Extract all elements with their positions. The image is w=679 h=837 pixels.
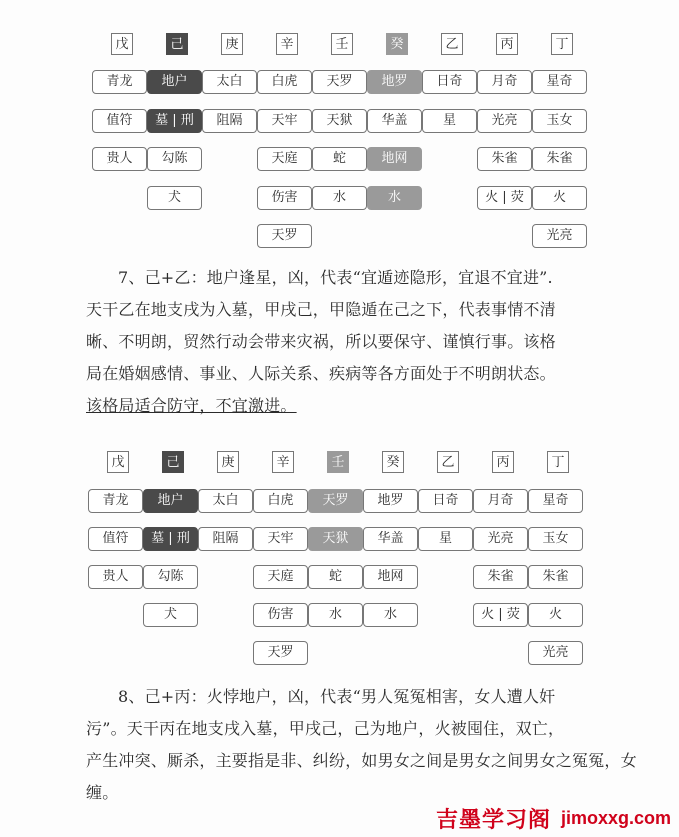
cell: 星 (418, 527, 473, 551)
paragraph-line: 缠。 (86, 783, 119, 802)
cell: 白虎 (253, 489, 308, 513)
paragraph-line: 7、己+乙：地户逢星，凶，代表“宜遁迹隐形，宜退不宜进”. (118, 268, 553, 287)
cell: 天狱 (308, 527, 363, 551)
stem-2: 己 (166, 33, 188, 55)
stem-3: 庚 (221, 33, 243, 55)
watermark-brand-url: jimoxxg.com (560, 807, 671, 828)
stem-5: 壬 (327, 451, 349, 473)
paragraph-line: 天干乙在地支戌为入墓，甲戌己，甲隐遁在己之下，代表事情不清 (86, 300, 556, 319)
cell: 天庭 (253, 565, 308, 589)
cell: 光亮 (532, 224, 587, 248)
cell: 天罗 (257, 224, 312, 248)
site-watermark (436, 803, 671, 833)
cell: 地户 (147, 70, 202, 94)
cell: 光亮 (528, 641, 583, 665)
cell: 星 (422, 109, 477, 133)
cell: 火 (528, 603, 583, 627)
cell: 火 | 荧 (473, 603, 528, 627)
cell: 天罗 (312, 70, 367, 94)
cell: 犬 (147, 186, 202, 210)
cell: 白虎 (257, 70, 312, 94)
stem-6: 癸 (386, 33, 408, 55)
cell: 天罗 (308, 489, 363, 513)
cell: 朱雀 (473, 565, 528, 589)
stem-7: 乙 (437, 451, 459, 473)
stem-9: 丁 (551, 33, 573, 55)
cell: 地罗 (367, 70, 422, 94)
watermark-brand-cn: 吉墨学习阁 (435, 807, 551, 833)
stem-1: 戊 (111, 33, 133, 55)
paragraph-line: 局在婚姻感情、事业、人际关系、疾病等各方面处于不明朗状态。 (86, 364, 556, 383)
cell: 星奇 (528, 489, 583, 513)
cell: 蛇 (308, 565, 363, 589)
cell: 地户 (143, 489, 198, 513)
cell: 值符 (88, 527, 143, 551)
cell: 水 (312, 186, 367, 210)
cell: 玉女 (532, 109, 587, 133)
cell: 地网 (363, 565, 418, 589)
stem-3: 庚 (217, 451, 239, 473)
stem-4: 辛 (276, 33, 298, 55)
cell: 勾陈 (147, 147, 202, 171)
stem-8: 丙 (496, 33, 518, 55)
paragraph-line: 产生冲突、厮杀，主要指是非、纠纷，如男女之间是男女之间男女之冤冤，女 (86, 751, 637, 770)
cell: 值符 (92, 109, 147, 133)
cell: 地罗 (363, 489, 418, 513)
paragraph-line: 污”。天干丙在地支戌入墓，甲戌己，己为地户，火被囤住，双亡， (86, 719, 565, 738)
cell: 贵人 (92, 147, 147, 171)
cell: 月奇 (477, 70, 532, 94)
cell: 天牢 (257, 109, 312, 133)
cell: 水 (363, 603, 418, 627)
stem-7: 乙 (441, 33, 463, 55)
cell: 勾陈 (143, 565, 198, 589)
cell: 贵人 (88, 565, 143, 589)
stem-8: 丙 (492, 451, 514, 473)
paragraph-line: 晰、不明朗，贸然行动会带来灾祸，所以要保守、谨慎行事。该格 (86, 332, 556, 351)
stem-1: 戊 (107, 451, 129, 473)
cell: 天罗 (253, 641, 308, 665)
cell: 天狱 (312, 109, 367, 133)
cell: 伤害 (257, 186, 312, 210)
cell: 日奇 (422, 70, 477, 94)
cell: 火 (532, 186, 587, 210)
cell: 青龙 (88, 489, 143, 513)
cell: 光亮 (473, 527, 528, 551)
stem-4: 辛 (272, 451, 294, 473)
cell: 青龙 (92, 70, 147, 94)
cell: 水 (308, 603, 363, 627)
cell: 蛇 (312, 147, 367, 171)
stem-5: 壬 (331, 33, 353, 55)
stem-2: 己 (162, 451, 184, 473)
cell: 月奇 (473, 489, 528, 513)
cell: 日奇 (418, 489, 473, 513)
stem-6: 癸 (382, 451, 404, 473)
cell: 光亮 (477, 109, 532, 133)
cell: 星奇 (532, 70, 587, 94)
cell: 墓 | 刑 (143, 527, 198, 551)
cell: 犬 (143, 603, 198, 627)
cell: 天庭 (257, 147, 312, 171)
cell: 阻隔 (202, 109, 257, 133)
cell: 墓 | 刑 (147, 109, 202, 133)
cell: 阻隔 (198, 527, 253, 551)
stem-9: 丁 (547, 451, 569, 473)
section-7-text (86, 262, 606, 422)
cell: 太白 (202, 70, 257, 94)
section-8-text (86, 681, 676, 809)
cell: 天牢 (253, 527, 308, 551)
cell: 华盖 (363, 527, 418, 551)
cell: 伤害 (253, 603, 308, 627)
cell: 朱雀 (532, 147, 587, 171)
underlined-conclusion: 该格局适合防守，不宜激进。 (86, 396, 297, 415)
cell: 水 (367, 186, 422, 210)
cell: 朱雀 (477, 147, 532, 171)
paragraph-line: 8、己+丙：火悖地户，凶，代表“男人冤冤相害，女人遭人奸 (118, 687, 556, 706)
cell: 朱雀 (528, 565, 583, 589)
cell: 地网 (367, 147, 422, 171)
cell: 火 | 荧 (477, 186, 532, 210)
cell: 太白 (198, 489, 253, 513)
cell: 华盖 (367, 109, 422, 133)
cell: 玉女 (528, 527, 583, 551)
